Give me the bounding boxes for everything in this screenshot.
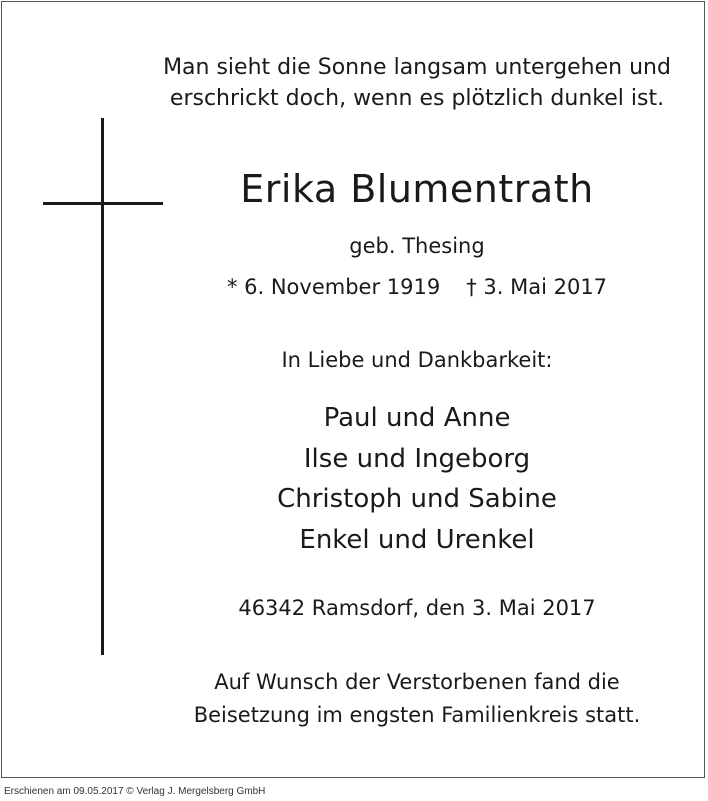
mourner-entry: Paul und Anne xyxy=(323,403,511,433)
place-and-date: 46342 Ramsdorf, den 3. Mai 2017 xyxy=(238,596,596,620)
death-date: 3. Mai 2017 xyxy=(483,275,608,299)
cross-icon xyxy=(101,118,104,655)
cross-icon-bar xyxy=(43,202,163,205)
birth-date: 6. November 1919 xyxy=(244,275,441,299)
motto-line-1: Man sieht die Sonne langsam untergehen und xyxy=(163,55,671,80)
death-symbol: † xyxy=(466,275,477,299)
mourner-entry: Christoph und Sabine xyxy=(277,484,557,514)
mourners-list xyxy=(200,398,634,560)
life-dates xyxy=(200,273,634,301)
burial-notice xyxy=(150,666,684,732)
mourners-intro: In Liebe und Dankbarkeit: xyxy=(281,348,553,372)
birth-symbol: * xyxy=(226,275,238,299)
publication-footer: Erschienen am 09.05.2017 © Verlag J. Mergelsberg GmbH xyxy=(4,786,266,797)
mourner-entry: Ilse und Ingeborg xyxy=(303,443,531,474)
notice-line-2: Beisetzung im engsten Familienkreis statt. xyxy=(193,703,641,727)
motto-line-2: erschrickt doch, wenn es plötzlich dunkel ist. xyxy=(169,86,665,111)
motto-quote xyxy=(140,52,694,114)
obituary-frame xyxy=(1,1,705,778)
mourner-entry: Enkel und Urenkel xyxy=(299,524,535,555)
deceased-name: Erika Blumentrath xyxy=(240,167,594,211)
notice-line-1: Auf Wunsch der Verstorbenen fand die xyxy=(214,670,620,694)
birth-name: geb. Thesing xyxy=(349,234,485,258)
